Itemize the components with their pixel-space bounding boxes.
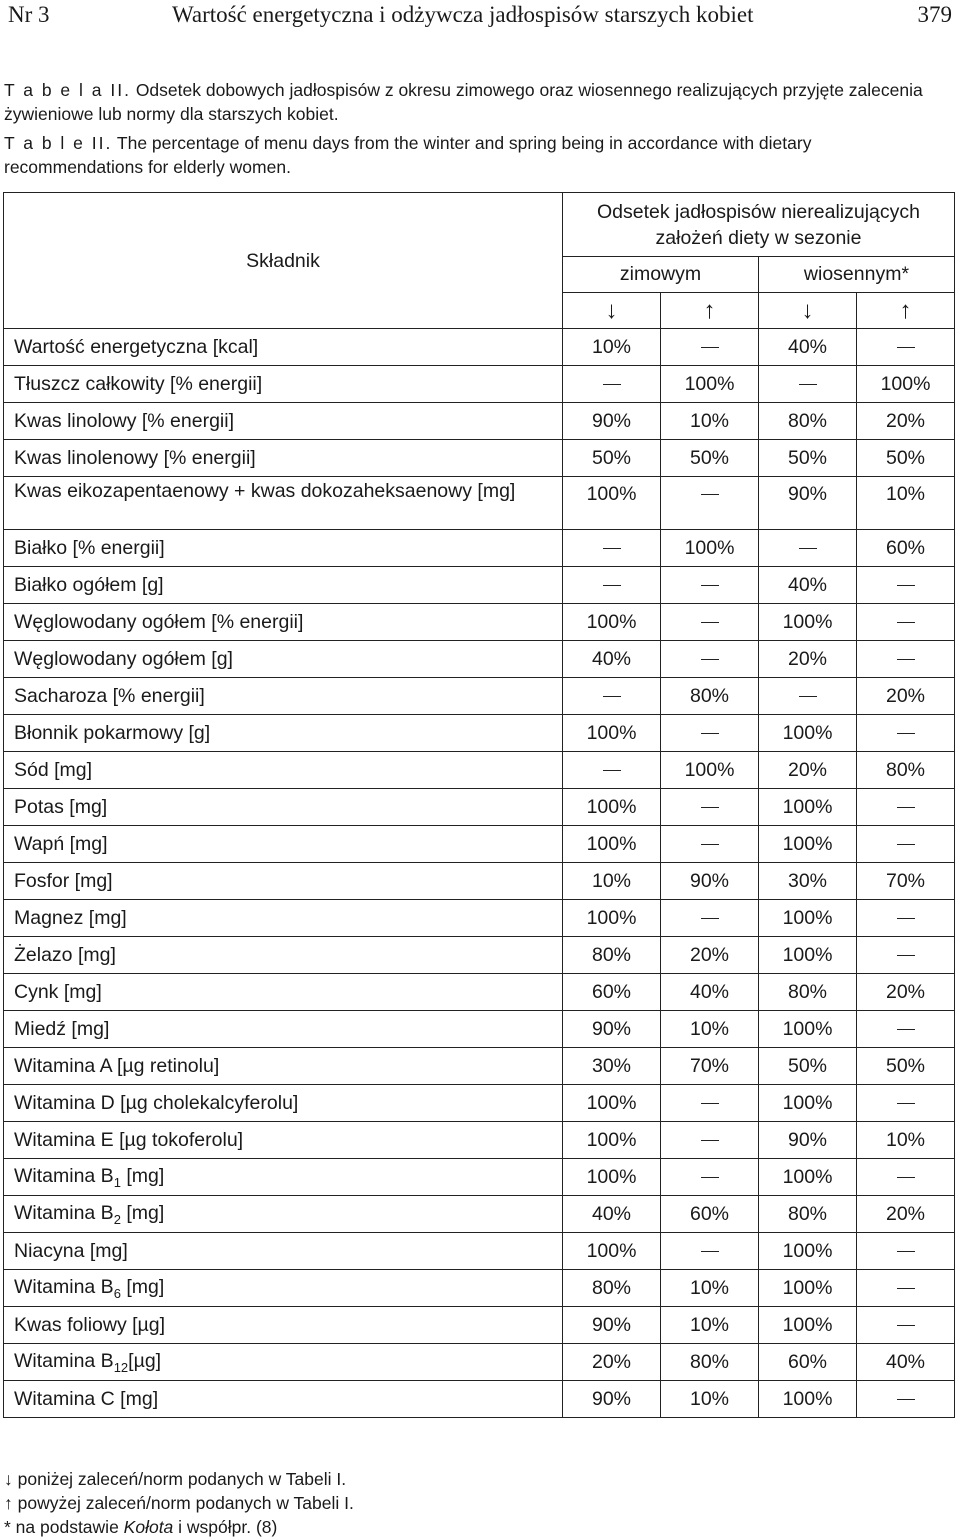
value-cell: 100% (759, 604, 857, 641)
row-label (4, 715, 563, 752)
dash-icon (897, 1177, 915, 1178)
nutrition-table (3, 192, 955, 1418)
dash-cell (661, 604, 759, 641)
value-cell: 100% (857, 366, 955, 403)
dash-icon (897, 1399, 915, 1400)
value-cell: 50% (661, 440, 759, 477)
value-cell: 100% (759, 1233, 857, 1270)
value-cell: 90% (759, 477, 857, 530)
row-label-unit: [mg] (120, 1164, 165, 1187)
dash-cell (857, 1233, 955, 1270)
row-label-text: Węglowodany ogółem [% energii] (14, 610, 304, 633)
row-label (4, 1344, 563, 1381)
row-label-text: Witamina B (14, 1201, 114, 1224)
value-cell: 90% (759, 1122, 857, 1159)
dash-cell (563, 366, 661, 403)
table-row (4, 604, 955, 641)
dash-cell (563, 530, 661, 567)
dash-icon (897, 347, 915, 348)
value-cell: 90% (563, 1381, 661, 1418)
table-row (4, 366, 955, 403)
row-label-text: Miedź [mg] (14, 1017, 110, 1040)
value-cell: 70% (661, 1048, 759, 1085)
value-cell: 50% (563, 440, 661, 477)
row-label (4, 752, 563, 789)
group-header (563, 193, 955, 257)
table-caption-polish (4, 78, 954, 126)
value-cell: 60% (563, 974, 661, 1011)
row-label-text: Tłuszcz całkowity [% energii] (14, 372, 263, 395)
value-cell: 80% (857, 752, 955, 789)
table-row (4, 1307, 955, 1344)
table-row (4, 1344, 955, 1381)
dash-cell (661, 715, 759, 752)
dash-icon (897, 955, 915, 956)
value-cell: 100% (759, 1011, 857, 1048)
table-row (4, 678, 955, 715)
asterisk-symbol: * (4, 1517, 11, 1537)
value-cell: 100% (759, 1307, 857, 1344)
value-cell: 100% (563, 604, 661, 641)
value-cell: 60% (759, 1344, 857, 1381)
dash-cell (857, 826, 955, 863)
value-cell: 80% (563, 937, 661, 974)
dash-cell (857, 937, 955, 974)
dash-icon (799, 696, 817, 697)
dash-icon (701, 622, 719, 623)
value-cell: 50% (759, 440, 857, 477)
value-cell: 40% (857, 1344, 955, 1381)
row-label-text: Białko [% energii] (14, 536, 165, 559)
footnote-source (4, 1515, 277, 1539)
dash-cell (857, 1159, 955, 1196)
value-cell: 100% (563, 1122, 661, 1159)
footnote-source-pre: na podstawie (10, 1517, 124, 1537)
value-cell: 10% (661, 1307, 759, 1344)
value-cell: 100% (563, 900, 661, 937)
value-cell: 90% (563, 1011, 661, 1048)
value-cell: 60% (857, 530, 955, 567)
value-cell: 10% (857, 477, 955, 530)
value-cell: 10% (661, 403, 759, 440)
value-cell: 10% (857, 1122, 955, 1159)
dash-icon (603, 548, 621, 549)
row-label (4, 1011, 563, 1048)
value-cell: 30% (759, 863, 857, 900)
row-label (4, 440, 563, 477)
dash-cell (857, 329, 955, 366)
dash-icon (897, 807, 915, 808)
value-cell: 80% (759, 974, 857, 1011)
table-row (4, 937, 955, 974)
row-label-unit: [mg] (120, 1275, 165, 1298)
value-cell: 100% (563, 1085, 661, 1122)
row-label-text: Witamina B (14, 1275, 114, 1298)
table-row (4, 440, 955, 477)
value-cell: 10% (661, 1011, 759, 1048)
row-label-text: Sód [mg] (14, 758, 93, 781)
dash-cell (759, 678, 857, 715)
row-label-subscript: 6 (113, 1285, 121, 1301)
row-label (4, 937, 563, 974)
table-row (4, 789, 955, 826)
row-label (4, 863, 563, 900)
table-row (4, 1196, 955, 1233)
dash-cell (661, 1159, 759, 1196)
row-label-text: Sacharoza [% energii] (14, 684, 205, 707)
value-cell: 40% (661, 974, 759, 1011)
dash-cell (563, 752, 661, 789)
table-row (4, 1048, 955, 1085)
table-row (4, 1381, 955, 1418)
dash-cell (857, 1085, 955, 1122)
dash-cell (661, 329, 759, 366)
row-label-text: Wapń [mg] (14, 832, 108, 855)
value-cell: 100% (759, 1381, 857, 1418)
dash-cell (857, 1307, 955, 1344)
caption-label-en: T a b l e II. (4, 133, 113, 153)
arrow-down-icon: ↓ (4, 1469, 13, 1489)
footnote-above (4, 1491, 354, 1515)
table-body (4, 329, 955, 1418)
value-cell: 100% (759, 1270, 857, 1307)
value-cell: 100% (563, 1159, 661, 1196)
dash-icon (603, 585, 621, 586)
value-cell: 20% (857, 1196, 955, 1233)
value-cell: 100% (661, 366, 759, 403)
dash-cell (563, 567, 661, 604)
dash-icon (603, 696, 621, 697)
row-label (4, 329, 563, 366)
value-cell: 100% (563, 477, 661, 530)
table-row (4, 826, 955, 863)
value-cell: 100% (759, 900, 857, 937)
table-row (4, 641, 955, 678)
value-cell: 20% (661, 937, 759, 974)
value-cell: 50% (759, 1048, 857, 1085)
dash-icon (701, 1251, 719, 1252)
row-label (4, 567, 563, 604)
row-label (4, 366, 563, 403)
value-cell: 50% (857, 440, 955, 477)
row-label (4, 1159, 563, 1196)
row-label-subscript: 12 (113, 1359, 129, 1375)
footnote-above-text: powyżej zaleceń/norm podanych w Tabeli I. (12, 1493, 354, 1513)
dash-icon (897, 918, 915, 919)
value-cell: 80% (563, 1270, 661, 1307)
dash-icon (799, 548, 817, 549)
row-label (4, 1270, 563, 1307)
dash-icon (603, 384, 621, 385)
dash-icon (897, 1251, 915, 1252)
dash-cell (857, 715, 955, 752)
dash-cell (661, 900, 759, 937)
dash-cell (661, 789, 759, 826)
row-label-text: Wartość energetyczna [kcal] (14, 335, 259, 358)
dash-icon (701, 494, 719, 495)
arrow-down-icon: ↓ (563, 293, 661, 329)
value-cell: 60% (661, 1196, 759, 1233)
dash-icon (897, 1325, 915, 1326)
dash-icon (701, 1140, 719, 1141)
row-label-unit: [mg] (120, 1201, 165, 1224)
row-label-text: Niacyna [mg] (14, 1239, 128, 1262)
value-cell: 10% (661, 1270, 759, 1307)
value-cell: 10% (661, 1381, 759, 1418)
row-label (4, 826, 563, 863)
dash-icon (701, 844, 719, 845)
caption-text-en: The percentage of menu days from the winter and spring being in accordance with dietary recommendations for elderly women. (4, 133, 812, 177)
dash-cell (563, 678, 661, 715)
dash-cell (857, 1270, 955, 1307)
value-cell: 90% (661, 863, 759, 900)
dash-icon (701, 1177, 719, 1178)
value-cell: 100% (759, 715, 857, 752)
dash-cell (857, 1381, 955, 1418)
value-cell: 20% (857, 974, 955, 1011)
row-label-text: Fosfor [mg] (14, 869, 113, 892)
value-cell: 100% (759, 789, 857, 826)
dash-cell (661, 641, 759, 678)
row-label (4, 403, 563, 440)
dash-icon (701, 347, 719, 348)
value-cell: 30% (563, 1048, 661, 1085)
value-cell: 80% (661, 1344, 759, 1381)
row-label (4, 1381, 563, 1418)
value-cell: 50% (857, 1048, 955, 1085)
table-row (4, 477, 955, 530)
dash-icon (701, 585, 719, 586)
row-label-text: Kwas eikozapentaenowy + kwas dokozaheksaenowy [mg] (14, 480, 516, 502)
table-row (4, 974, 955, 1011)
value-cell: 100% (563, 789, 661, 826)
value-cell: 20% (759, 752, 857, 789)
value-cell: 40% (563, 1196, 661, 1233)
table-row (4, 567, 955, 604)
dash-cell (857, 604, 955, 641)
group-header-line2: założeń diety w sezonie (655, 226, 862, 249)
footnote-source-post: i współpr. (8) (173, 1517, 278, 1537)
table-row (4, 1122, 955, 1159)
season-spring-header: wiosennym* (759, 257, 955, 293)
dash-cell (857, 567, 955, 604)
footnote-source-author: Kołota (123, 1517, 174, 1537)
dash-icon (701, 918, 719, 919)
dash-cell (661, 477, 759, 530)
table-row (4, 1159, 955, 1196)
table-row (4, 752, 955, 789)
row-label-text: Białko ogółem [g] (14, 573, 164, 596)
value-cell: 100% (661, 752, 759, 789)
row-label-text: Kwas foliowy [µg] (14, 1313, 166, 1336)
value-cell: 20% (857, 403, 955, 440)
value-cell: 100% (759, 1085, 857, 1122)
row-label (4, 1307, 563, 1344)
row-label-text: Witamina E [µg tokoferolu] (14, 1128, 244, 1151)
dash-icon (897, 1103, 915, 1104)
dash-cell (661, 1122, 759, 1159)
dash-cell (661, 1085, 759, 1122)
dash-cell (857, 1011, 955, 1048)
arrow-up-icon: ↑ (661, 293, 759, 329)
value-cell: 20% (759, 641, 857, 678)
table-row (4, 863, 955, 900)
dash-icon (701, 807, 719, 808)
dash-cell (857, 641, 955, 678)
dash-cell (759, 366, 857, 403)
dash-icon (897, 585, 915, 586)
dash-icon (897, 1029, 915, 1030)
row-label-subscript: 1 (113, 1174, 121, 1190)
row-label (4, 1048, 563, 1085)
arrow-down-icon: ↓ (759, 293, 857, 329)
table-row (4, 715, 955, 752)
table-row (4, 403, 955, 440)
dash-icon (701, 659, 719, 660)
row-label (4, 530, 563, 567)
issue-number: Nr 3 (8, 2, 50, 27)
value-cell: 100% (759, 1159, 857, 1196)
row-label (4, 1122, 563, 1159)
caption-text-pl: Odsetek dobowych jadłospisów z okresu zimowego oraz wiosennego realizujących przyjęte zalecenia żywieniowe lub normy dla starszych kobiet. (4, 80, 923, 124)
value-cell: 70% (857, 863, 955, 900)
page-number: 379 (917, 2, 952, 27)
footnote-below-text: poniżej zaleceń/norm podanych w Tabeli I. (12, 1469, 347, 1489)
row-label-text: Kwas linolenowy [% energii] (14, 446, 256, 469)
season-winter-header: zimowym (563, 257, 759, 293)
dash-icon (701, 1103, 719, 1104)
value-cell: 40% (563, 641, 661, 678)
dash-icon (603, 770, 621, 771)
row-label-text: Witamina B (14, 1164, 114, 1187)
arrow-up-icon: ↑ (4, 1493, 13, 1513)
row-label-text: Węglowodany ogółem [g] (14, 647, 233, 670)
row-label-unit: [µg] (128, 1349, 162, 1372)
row-label-text: Cynk [mg] (14, 980, 102, 1003)
row-label-text: Witamina A [µg retinolu] (14, 1054, 220, 1077)
row-label-text: Błonnik pokarmowy [g] (14, 721, 211, 744)
value-cell: 10% (563, 329, 661, 366)
table-row (4, 1085, 955, 1122)
dash-cell (661, 826, 759, 863)
table-row (4, 530, 955, 567)
value-cell: 20% (563, 1344, 661, 1381)
group-header-line1: Odsetek jadłospisów nierealizujących (597, 200, 920, 223)
row-label-text: Żelazo [mg] (14, 943, 116, 966)
table-row (4, 1270, 955, 1307)
ingredient-header: Składnik (4, 193, 563, 329)
value-cell: 100% (759, 937, 857, 974)
row-label-text: Kwas linolowy [% energii] (14, 409, 235, 432)
dash-icon (897, 733, 915, 734)
dash-icon (897, 622, 915, 623)
row-label-text: Witamina D [µg cholekalcyferolu] (14, 1091, 299, 1114)
dash-cell (759, 530, 857, 567)
row-label (4, 1085, 563, 1122)
value-cell: 90% (563, 1307, 661, 1344)
row-label-text: Potas [mg] (14, 795, 108, 818)
row-label-text: Witamina C [mg] (14, 1387, 159, 1410)
row-label (4, 1233, 563, 1270)
row-label (4, 789, 563, 826)
page-header (0, 0, 960, 34)
value-cell: 100% (661, 530, 759, 567)
value-cell: 80% (661, 678, 759, 715)
value-cell: 80% (759, 403, 857, 440)
row-label (4, 604, 563, 641)
table-row (4, 1011, 955, 1048)
dash-cell (661, 1233, 759, 1270)
dash-cell (857, 900, 955, 937)
caption-label-pl: T a b e l a II. (4, 80, 131, 100)
value-cell: 100% (563, 826, 661, 863)
dash-icon (897, 844, 915, 845)
row-label (4, 1196, 563, 1233)
value-cell: 100% (759, 826, 857, 863)
row-label (4, 974, 563, 1011)
dash-icon (897, 1288, 915, 1289)
table-row (4, 1233, 955, 1270)
dash-icon (897, 659, 915, 660)
dash-cell (661, 567, 759, 604)
value-cell: 40% (759, 567, 857, 604)
value-cell: 80% (759, 1196, 857, 1233)
arrow-up-icon: ↑ (857, 293, 955, 329)
row-label (4, 477, 563, 530)
dash-cell (857, 789, 955, 826)
table-caption-english (4, 131, 954, 179)
row-label-text: Witamina B (14, 1349, 114, 1372)
row-label (4, 678, 563, 715)
table-row (4, 329, 955, 366)
footnote-below (4, 1467, 346, 1491)
value-cell: 10% (563, 863, 661, 900)
dash-icon (701, 733, 719, 734)
value-cell: 100% (563, 715, 661, 752)
value-cell: 100% (563, 1233, 661, 1270)
row-label (4, 900, 563, 937)
row-label (4, 641, 563, 678)
table-row (4, 900, 955, 937)
row-label-text: Magnez [mg] (14, 906, 127, 929)
running-title: Wartość energetyczna i odżywcza jadłospisów starszych kobiet (172, 2, 754, 27)
dash-icon (799, 384, 817, 385)
value-cell: 20% (857, 678, 955, 715)
row-label-subscript: 2 (113, 1211, 121, 1227)
value-cell: 40% (759, 329, 857, 366)
value-cell: 90% (563, 403, 661, 440)
